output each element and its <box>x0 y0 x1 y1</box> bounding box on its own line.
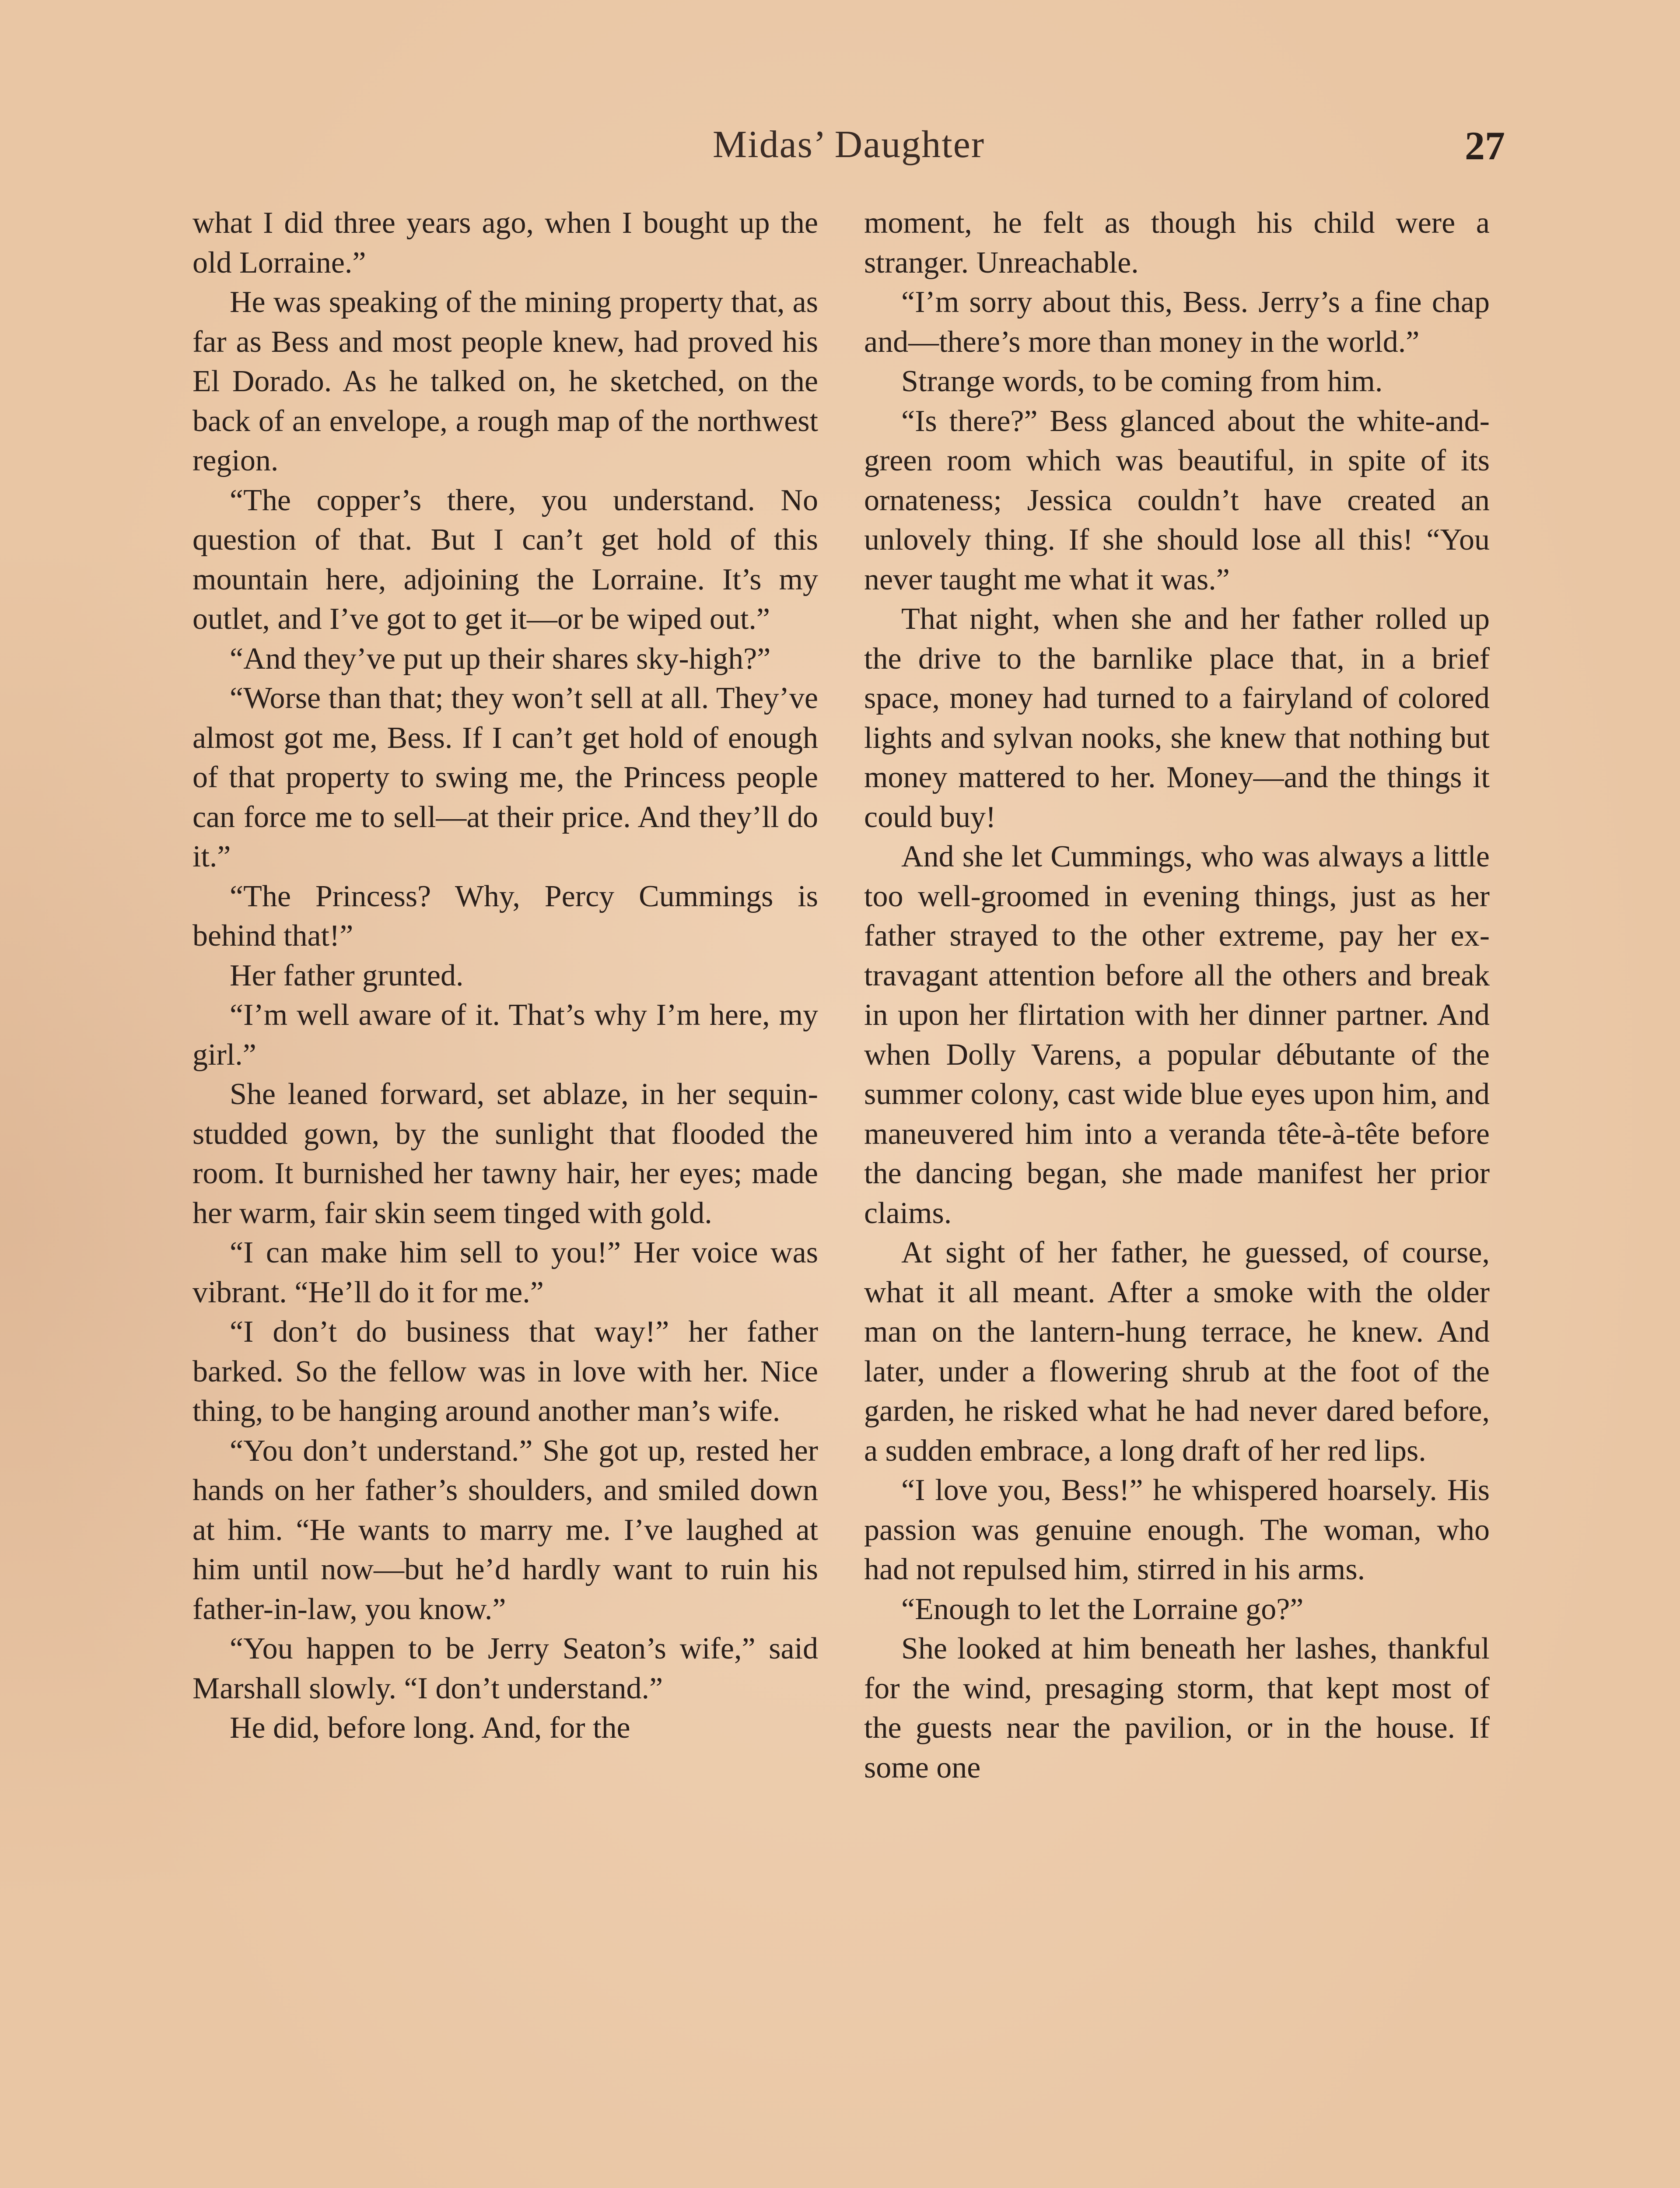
paragraph: moment, he felt as though his child were a stranger. Unreachable. <box>864 206 1490 280</box>
paragraph: That night, when she and her father rolled up the drive to the barnlike place that, in a brief space, money had turned to a fairyland of colored lights and sylvan nooks, she knew that nothing but money mattered to her. Money—and the things it could buy! <box>864 602 1490 834</box>
paragraph: He was speaking of the mining property that, as far as Bess and most people knew, had proved his El Dorado. As he talked on, he sketched, on the back of an envelope, a rough map of the northwest region. <box>192 285 818 477</box>
paragraph: At sight of her father, he guessed, of course, what it all meant. After a smoke with the older man on the lantern-hung terrace, he knew. And later, under a flowering shrub at the foot of the garden, he risked what he had never dared before, a sudden embrace, a long draft of her red lips. <box>864 1236 1490 1468</box>
paragraph: “Enough to let the Lorraine go?” <box>901 1592 1304 1626</box>
running-head <box>192 123 1505 175</box>
paragraph: “I love you, Bess!” he whispered hoarsely. His passion was genuine enough. The woman, who had not repulsed him, stirred in his arms. <box>864 1473 1490 1586</box>
paragraph: She looked at him beneath her lashes, thankful for the wind, presaging storm, that kept most of the guests near the pavilion, or in the house. If some one <box>864 1632 1490 1785</box>
paragraph: “I don’t do business that way!” her father barked. So the fellow was in love with her. Nice thing, to be hanging around another man’s wife. <box>192 1315 818 1428</box>
paragraph: “The copper’s there, you understand. No question of that. But I can’t get hold of this mountain here, adjoining the Lorraine. It’s my outlet, and I’ve got to get it—or be wiped out.” <box>192 483 818 636</box>
paragraph: “I can make him sell to you!” Her voice was vibrant. “He’ll do it for me.” <box>192 1236 818 1309</box>
paragraph: “And they’ve put up their shares sky-high?” <box>230 642 771 676</box>
paragraph: “I’m sorry about this, Bess. Jerry’s a fine chap and—there’s more than money in the world.” <box>864 285 1490 359</box>
paragraph: what I did three years ago, when I bought up the old Lorraine.” <box>192 206 818 280</box>
page-number: 27 <box>1465 123 1505 168</box>
paragraph: “The Princess? Why, Percy Cummings is behind that!” <box>192 879 818 953</box>
paragraph: Strange words, to be coming from him. <box>901 365 1383 398</box>
paragraph: He did, before long. And, for the <box>230 1711 630 1745</box>
paragraph: “Is there?” Bess glanced about the white-and-green room which was beautiful, in spite of its ornateness; Jessica couldn’t have created an unlovely thing. If she should lose all this! “You never taught me what it was.” <box>864 404 1490 596</box>
running-title: Midas’ Daughter <box>712 123 985 166</box>
paragraph: “Worse than that; they won’t sell at all. They’ve almost got me, Bess. If I can’t get hold of enough of that property to swing me, the Princess people can force me to sell—at their price. And they’ll do it.” <box>192 681 818 873</box>
left-column <box>192 203 818 1748</box>
paragraph: “You happen to be Jerry Seaton’s wife,” said Marshall slowly. “I don’t understand.” <box>192 1632 818 1705</box>
paragraph: “You don’t understand.” She got up, rested her hands on her father’s shoulders, and smiled down at him. “He wants to marry me. I’ve laughed at him until now—but he’d hardly want to ruin his father-in-law, you know.” <box>192 1434 818 1626</box>
paragraph: Her father grunted. <box>230 958 464 992</box>
paragraph: And she let Cummings, who was always a little too well-groomed in evening things, just as her father strayed to the other extreme, pay her extravagant attention before all the others and break in upon her flirtation with her dinner partner. And when Dolly Varens, a popular débutante of the summer colony, cast wide blue eyes upon him, and maneuvered him into a veranda tête-à-tête before the dancing began, she made manifest her prior claims. <box>864 840 1490 1230</box>
paragraph: “I’m well aware of it. That’s why I’m here, my girl.” <box>192 998 818 1072</box>
right-column <box>864 203 1490 1788</box>
paragraph: She leaned forward, set ablaze, in her sequin-studded gown, by the sunlight that flooded the room. It burnished her tawny hair, her eyes; made her warm, fair skin seem tinged with gold. <box>192 1077 818 1230</box>
